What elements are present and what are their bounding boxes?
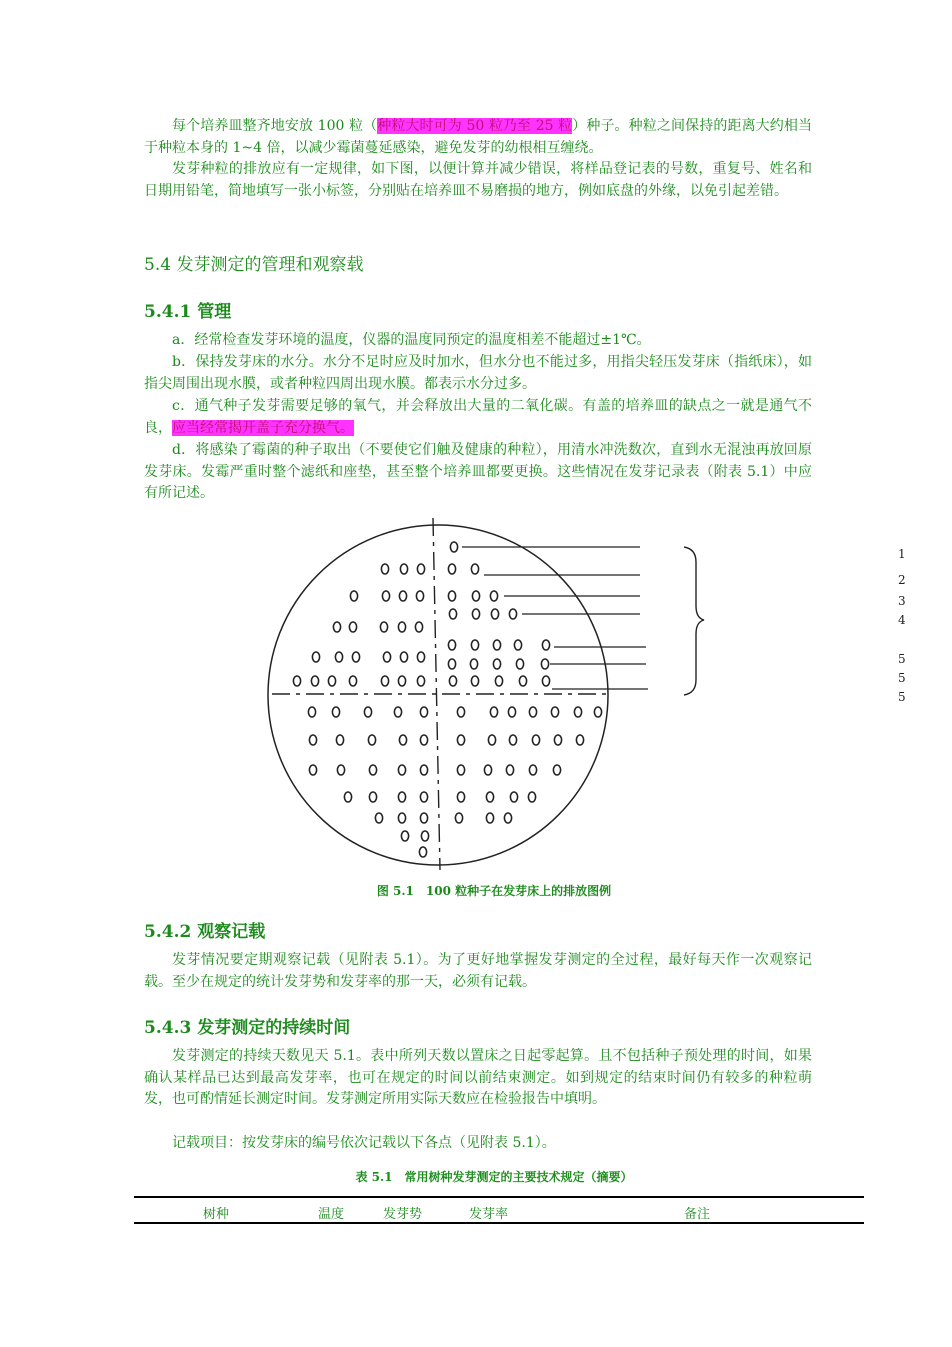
- seed: [495, 676, 502, 686]
- item-a: a．经常检查发芽环境的温度，仪器的温度同预定的温度相差不能超过±1℃。: [172, 332, 651, 348]
- seed: [309, 765, 316, 775]
- seed: [514, 640, 521, 650]
- seed: [457, 735, 464, 745]
- seed: [399, 735, 406, 745]
- seed: [529, 765, 536, 775]
- seed: [419, 847, 426, 857]
- margin-number: 1: [898, 547, 906, 561]
- seed: [493, 640, 500, 650]
- seed: [472, 591, 479, 601]
- seed: [398, 792, 405, 802]
- seed: [532, 735, 539, 745]
- seed: [328, 676, 335, 686]
- seed: [448, 659, 455, 669]
- seed: [594, 707, 601, 717]
- figure-caption: 图 5.1 100 粒种子在发芽床上的排放图例: [376, 884, 612, 898]
- seed: [369, 792, 376, 802]
- seed: [336, 735, 343, 745]
- seed: [381, 564, 388, 574]
- seed: [344, 792, 351, 802]
- margin-number: 2: [898, 573, 906, 587]
- seed: [394, 707, 401, 717]
- seed: [472, 609, 479, 619]
- seed: [421, 831, 428, 841]
- seed: [491, 609, 498, 619]
- seed: [350, 591, 357, 601]
- seed: [364, 707, 371, 717]
- seed: [420, 707, 427, 717]
- seed: [506, 765, 513, 775]
- seed: [553, 765, 560, 775]
- table-header-remarks: 备注: [684, 1207, 711, 1222]
- table-header-germination-rate: 发芽率: [469, 1207, 509, 1222]
- seed: [541, 659, 548, 669]
- heading-5-4-3: 5.4.3 发芽测定的持续时间: [144, 1018, 351, 1038]
- paragraph-observation: 发芽情况要定期观察记载（见附表 5.1）。为了更好地掌握发芽测定的全过程，最好每天作一次观察记载。至少在规定的统计发芽势和发芽率的那一天，必须有记载。: [144, 952, 812, 990]
- table-header-species: 树种: [203, 1207, 230, 1222]
- seed: [400, 652, 407, 662]
- seed: [510, 792, 517, 802]
- seed: [420, 765, 427, 775]
- margin-number: 5: [898, 652, 906, 666]
- seed: [417, 652, 424, 662]
- seed: [450, 542, 457, 552]
- table-top-rule: [134, 1196, 864, 1198]
- seed: [448, 591, 455, 601]
- seed: [375, 813, 382, 823]
- seed: [381, 676, 388, 686]
- seed: [309, 735, 316, 745]
- leader-lines: [462, 547, 648, 689]
- seed: [448, 640, 455, 650]
- paragraph-arrangement: 发芽种粒的排放应有一定规律，如下图，以便计算并减少错误，将样品登记表的号数，重复号、姓名和日期用铅笔，简地填写一张小标签，分别贴在培养皿不易磨损的地方，例如底盘的外缘，以免引起差错。: [144, 161, 812, 199]
- heading-5-4-1: 5.4.1 管理: [144, 302, 232, 322]
- seed: [509, 609, 516, 619]
- seed: [420, 813, 427, 823]
- seed: [455, 813, 462, 823]
- seed: [448, 564, 455, 574]
- seed: [504, 813, 511, 823]
- seed: [420, 792, 427, 802]
- seed: [486, 813, 493, 823]
- seed: [470, 659, 477, 669]
- seed: [417, 676, 424, 686]
- seed: [509, 735, 516, 745]
- seed: [311, 676, 318, 686]
- seed: [398, 813, 405, 823]
- seed: [415, 622, 422, 632]
- petri-dish-outline: [268, 525, 608, 865]
- seed: [293, 676, 300, 686]
- seed: [382, 591, 389, 601]
- seed: [574, 707, 581, 717]
- seed: [471, 676, 478, 686]
- seed: [383, 652, 390, 662]
- seed: [368, 735, 375, 745]
- seed: [398, 676, 405, 686]
- highlight-ventilation: 应当经常揭开盖子充分换气。: [172, 419, 354, 436]
- seed: [529, 707, 536, 717]
- seed: [349, 676, 356, 686]
- table-header-temperature: 温度: [318, 1207, 345, 1222]
- table-header-germination-energy: 发芽势: [383, 1207, 423, 1222]
- margin-number: 5: [898, 690, 906, 704]
- seed: [449, 676, 456, 686]
- seed: [516, 659, 523, 669]
- seed: [337, 765, 344, 775]
- margin-number: 3: [898, 594, 906, 608]
- seed: [420, 735, 427, 745]
- seed: [400, 564, 407, 574]
- table-title: 表 5.1 常用树种发芽测定的主要技术规定（摘要）: [355, 1170, 633, 1184]
- seed: [308, 707, 315, 717]
- seed: [488, 735, 495, 745]
- heading-5-4: 5.4 发芽测定的管理和观察载: [144, 255, 364, 275]
- seed: [519, 676, 526, 686]
- seed: [493, 659, 500, 669]
- seed: [490, 707, 497, 717]
- right-brace: [684, 547, 704, 695]
- seed: [312, 652, 319, 662]
- paragraph-duration: 发芽测定的持续天数见天 5.1。表中所列天数以置床之日起零起算。且不包括种子预处理的时间，如果确认某样品已达到最高发芽率，也可在规定的时间以前结束测定。如到规定的结束时间仍有较多的种粒萌发，也可酌情延长测定时间。发芽测定所用实际天数应在检验报告中填明。: [144, 1048, 812, 1107]
- seed: [508, 707, 515, 717]
- seed-group: [293, 542, 601, 857]
- seed: [490, 591, 497, 601]
- margin-number: 4: [898, 613, 906, 627]
- seed: [542, 640, 549, 650]
- seed: [471, 640, 478, 650]
- seed: [457, 707, 464, 717]
- seed: [332, 707, 339, 717]
- seed: [542, 676, 549, 686]
- seed: [457, 792, 464, 802]
- seed: [369, 765, 376, 775]
- paragraph-record-items: 记载项目：按发芽床的编号依次记载以下各点（见附表 5.1）。: [172, 1135, 556, 1151]
- seed: [551, 707, 558, 717]
- seed: [417, 564, 424, 574]
- seed: [471, 564, 478, 574]
- item-b: b．保持发芽床的水分。水分不足时应及时加水，但水分也不能过多，用指尖轻压发芽床（指纸床），如指尖周围出现水膜，或者种粒四周出现水膜。都表示水分过多。: [144, 354, 812, 392]
- seed: [449, 609, 456, 619]
- seed: [528, 792, 535, 802]
- seed: [349, 622, 356, 632]
- seed: [484, 765, 491, 775]
- highlight-large-seeds: 种粒大时可为 50 粒乃至 25 粒: [377, 118, 573, 134]
- seed: [554, 735, 561, 745]
- seed: [457, 765, 464, 775]
- heading-5-4-2: 5.4.2 观察记载: [144, 922, 266, 942]
- seed: [333, 622, 340, 632]
- seed: [486, 792, 493, 802]
- margin-number: 5: [898, 671, 906, 685]
- seed: [398, 622, 405, 632]
- seed: [398, 765, 405, 775]
- seed: [576, 735, 583, 745]
- seed: [380, 622, 387, 632]
- item-c: c．通气种子发芽需要足够的氧气，并会释放出大量的二氧化碳。有盖的培养皿的缺点之一就是通气不良，应当经常揭开盖子充分换气。: [144, 398, 812, 436]
- seed: [335, 652, 342, 662]
- table-header-rule: [134, 1222, 864, 1224]
- seed: [352, 652, 359, 662]
- paragraph-seed-placement: 每个培养皿整齐地安放 100 粒（种粒大时可为 50 粒乃至 25 粒）种子。种粒之间保持的距离大约相当于种粒本身的 1~4 倍，以减少霉菌蔓延感染，避免发芽的幼根相互缠绕。: [144, 118, 813, 156]
- seed: [401, 831, 408, 841]
- seed: [416, 591, 423, 601]
- seed: [399, 591, 406, 601]
- item-d: d．将感染了霉菌的种子取出（不要使它们触及健康的种粒），用清水冲洗数次，直到水无混浊再放回原发芽床。发霉严重时整个滤纸和座垫，甚至整个培养皿都要更换。这些情况在发芽记录表（附表 5.1）中应有所记述。: [144, 442, 812, 501]
